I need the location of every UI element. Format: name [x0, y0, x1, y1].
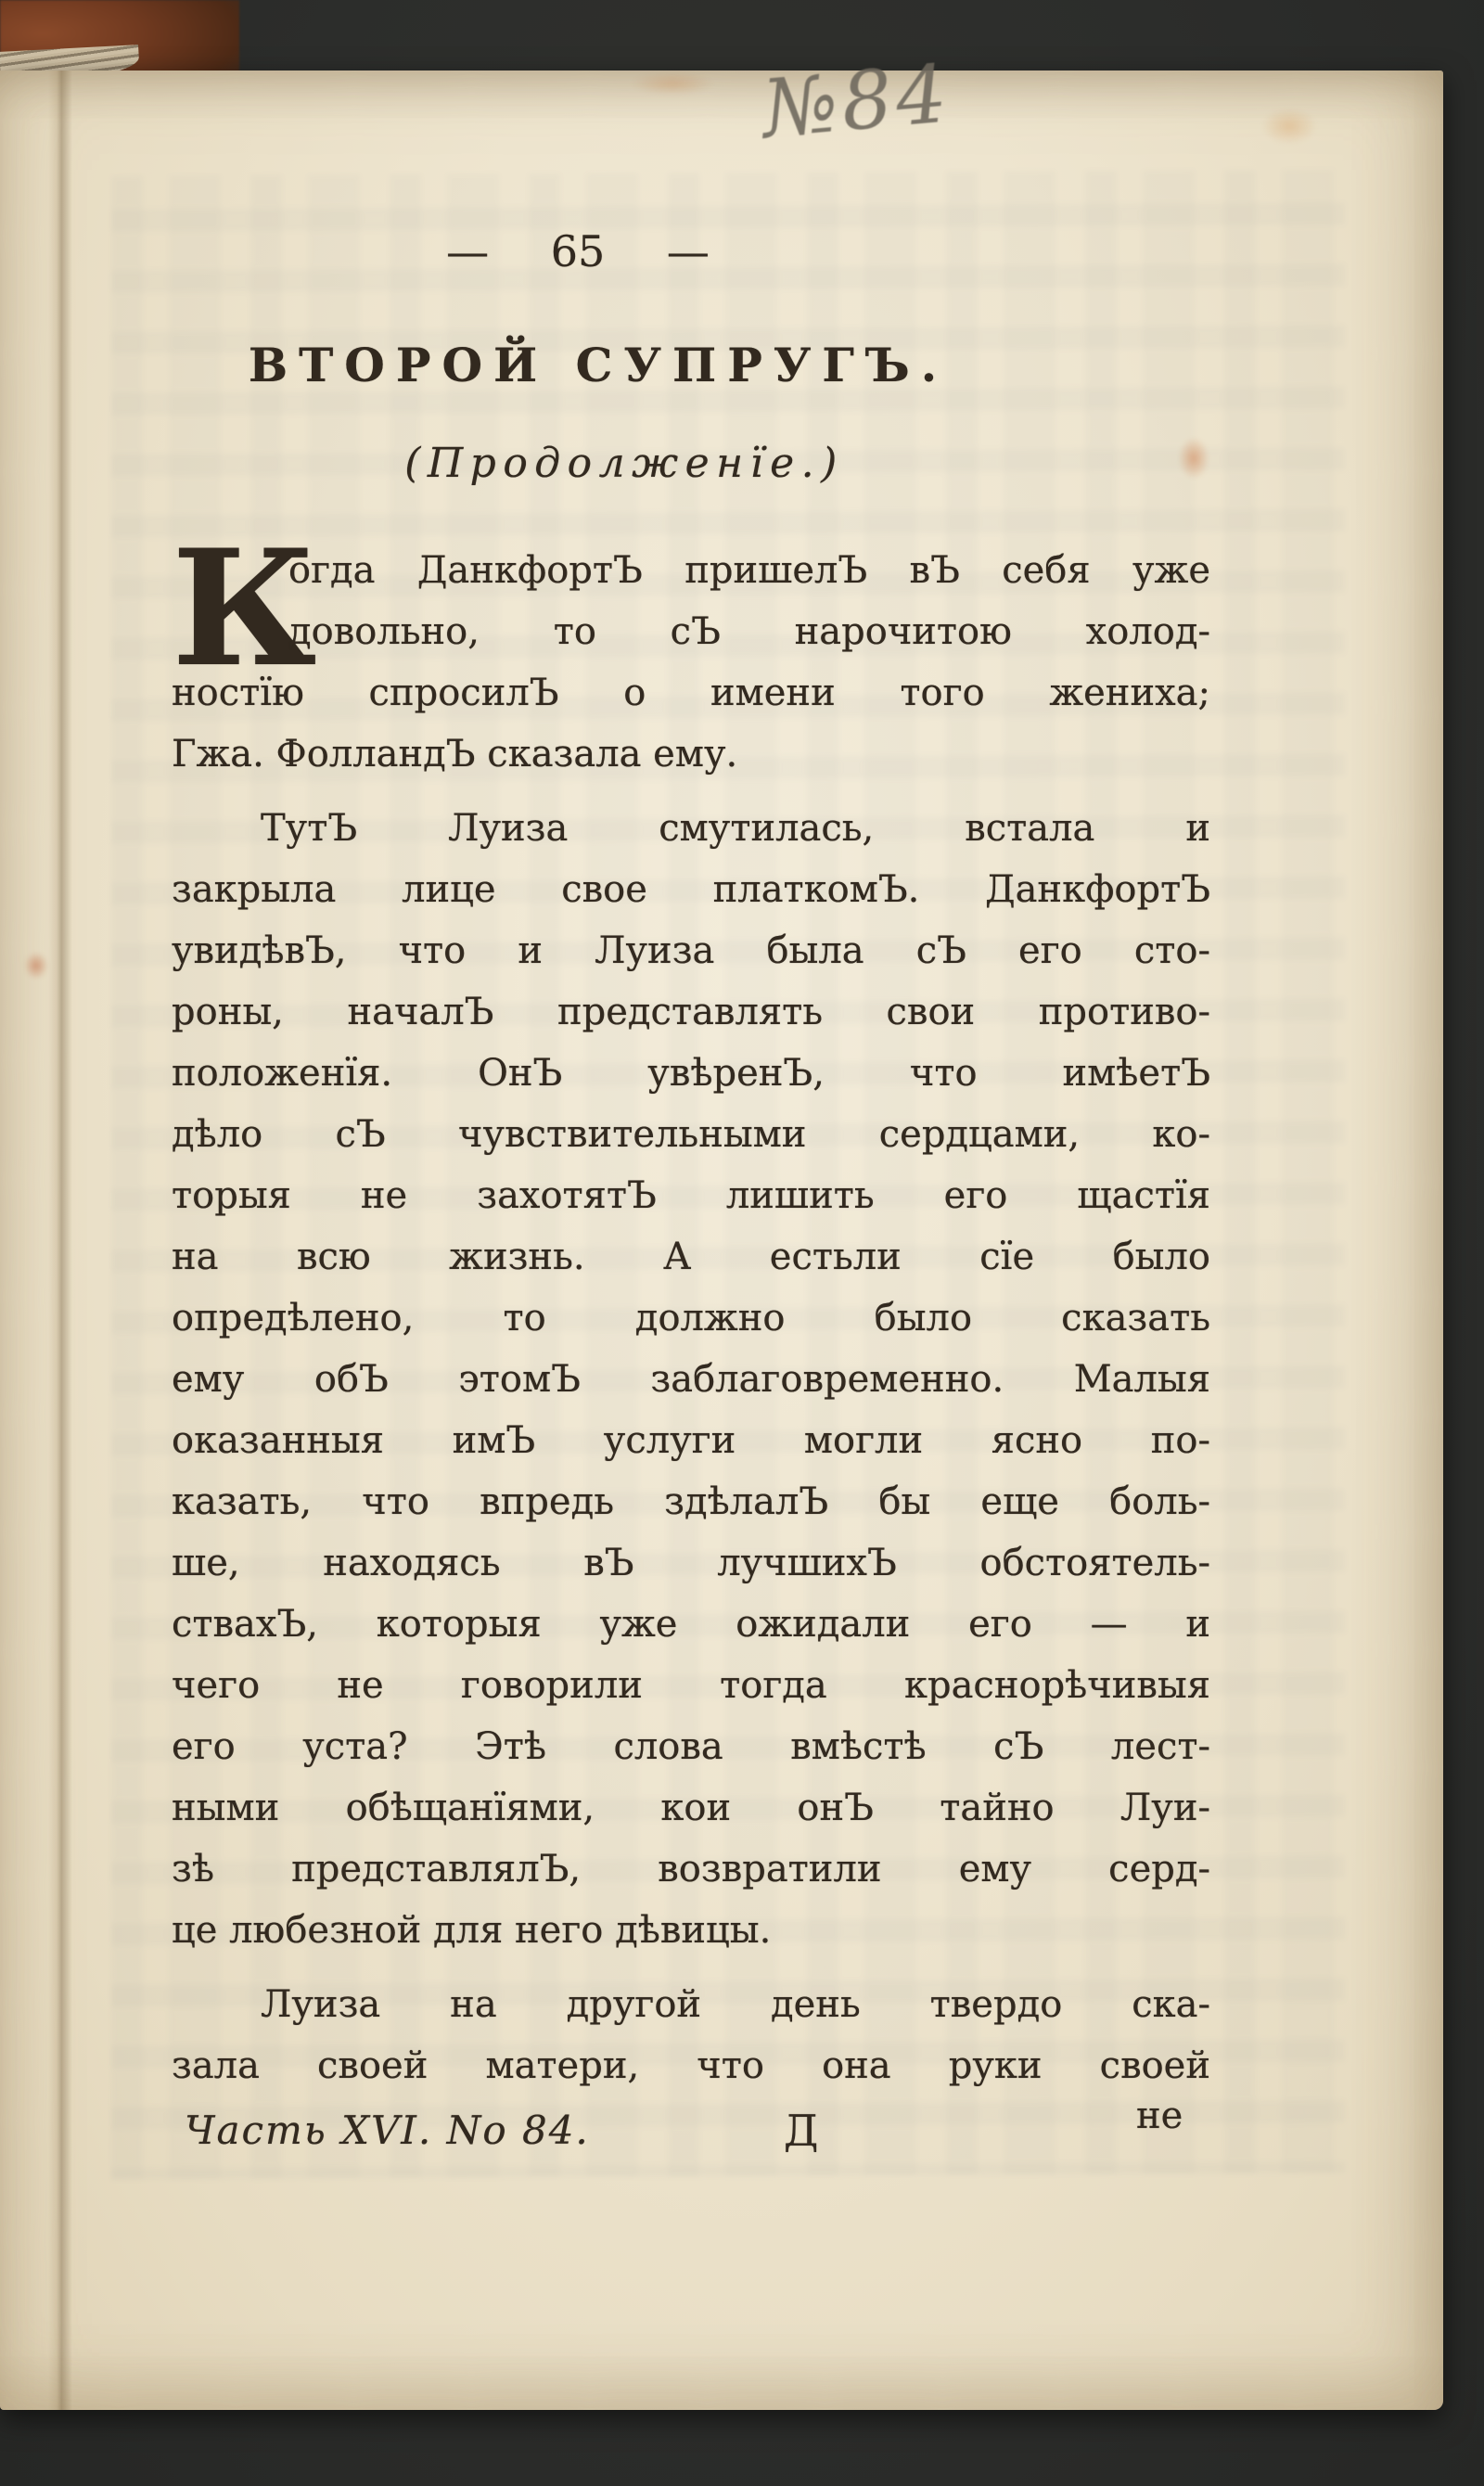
book-page	[0, 47, 1443, 2410]
body-line: чего не говорили тогда краснорѣчивыя	[172, 1664, 1210, 1707]
body-line: дѣло сЪ чувствительными сердцами, ко-	[172, 1113, 1210, 1156]
body-line: довольно, то сЪ нарочитою холод-	[288, 610, 1210, 653]
body-line: це любезной для него дѣвицы.	[172, 1909, 772, 1952]
paragraph	[172, 798, 1210, 1961]
part-issue-info: Часть XVI. No 84.	[185, 2108, 590, 2153]
paragraph	[172, 1974, 1210, 2096]
body-line: оказанныя имЪ услуги могли ясно по-	[172, 1419, 1210, 1462]
article-title: ВТОРОЙ СУПРУГЪ.	[248, 338, 949, 392]
signature-mark: Д	[784, 2106, 819, 2156]
body-line: закрыла лице свое платкомЪ. ДанкфортЪ	[172, 868, 1210, 911]
handwritten-issue-number: №84	[759, 47, 954, 157]
body-line: роны, началЪ представлять свои противо-	[172, 991, 1210, 1033]
body-line: Луиза на другой день твердо ска-	[261, 1983, 1210, 2026]
body-line: зала своей матери, что она руки своей	[172, 2044, 1210, 2087]
paper-stain	[1178, 437, 1209, 480]
page-footer	[172, 2095, 1229, 2182]
paper-stain	[631, 71, 714, 96]
body-line: увидѣвЪ, что и Луиза была сЪ его сто-	[172, 929, 1210, 972]
body-line: Гжа. ФолландЪ сказала ему.	[172, 733, 738, 775]
article-subtitle: (Продолженїе.)	[404, 440, 844, 487]
body-text	[172, 514, 1210, 2096]
body-line: ше, находясь вЪ лучшихЪ обстоятель-	[172, 1542, 1210, 1584]
body-line: ными обѣщанїями, кои онЪ тайно Луи-	[172, 1787, 1210, 1829]
paper-stain	[1261, 108, 1317, 145]
body-line: его уста? Этѣ слова вмѣстѣ сЪ лест-	[172, 1725, 1210, 1768]
body-line: торыя не захотятЪ лишить его щастїя	[172, 1174, 1210, 1217]
body-line: ТутЪ Луиза смутилась, встала и	[261, 807, 1210, 850]
gutter-crease	[48, 70, 72, 2410]
drop-cap: К	[172, 514, 317, 702]
body-line: ему обЪ этомЪ заблаговременно. Малыя	[172, 1358, 1210, 1401]
catchword: не	[1136, 2095, 1183, 2137]
body-line: положенїя. ОнЪ увѣренЪ, что имѣетЪ	[172, 1052, 1210, 1095]
body-line: на всю жизнь. А естьли сїе было	[172, 1236, 1210, 1278]
body-line: зѣ представлялЪ, возвратили ему серд-	[172, 1848, 1210, 1890]
body-line: казать, что впредь здѣлалЪ бы еще боль-	[172, 1480, 1210, 1523]
body-line: ствахЪ, которыя уже ожидали его — и	[172, 1603, 1210, 1646]
body-line: опредѣлено, то должно было сказать	[172, 1297, 1210, 1339]
paragraph	[172, 514, 1210, 785]
body-line: огда ДанкфортЪ пришелЪ вЪ себя уже	[288, 549, 1210, 592]
page-number: — 65 —	[446, 226, 710, 276]
paper-stain	[24, 952, 48, 980]
body-line: ностїю спросилЪ о имени того жениха;	[172, 672, 1210, 714]
